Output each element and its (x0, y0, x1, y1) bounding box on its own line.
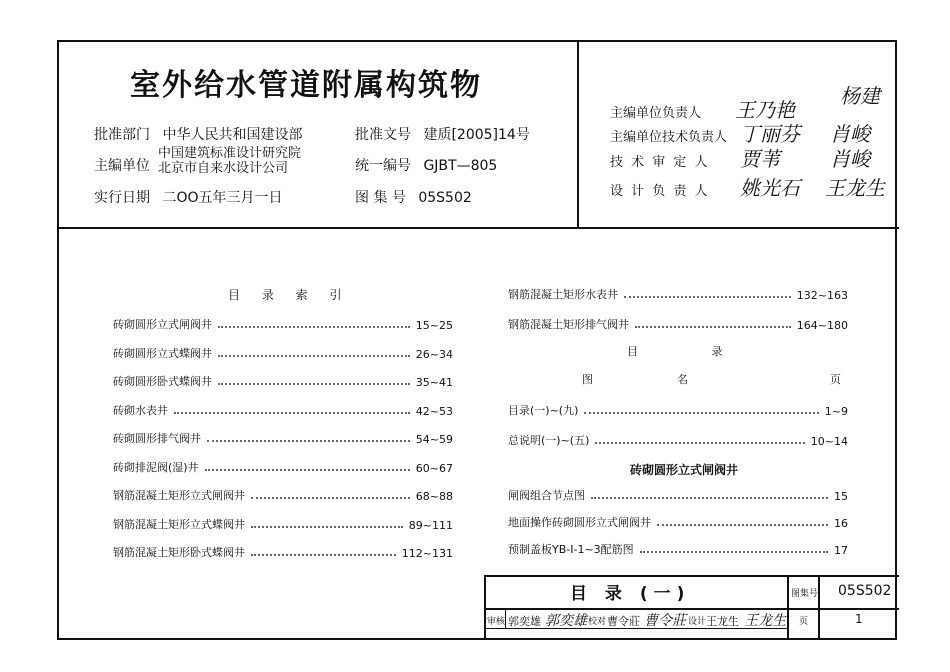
list-item-page: 112~131 (401, 547, 453, 560)
list-item (113, 544, 453, 560)
list-item (508, 541, 848, 557)
unified-no-label: 统一编号 (355, 158, 411, 174)
signature: 王龙生 (825, 176, 885, 200)
list-item-page: 26~34 (415, 347, 453, 361)
effective-date (94, 187, 283, 207)
list-item-name: 砖砌水表井 (113, 403, 168, 417)
list-item (508, 432, 848, 448)
list-item-name: 钢筋混凝土矩形立式蝶阀井 (113, 517, 245, 531)
unified-no-value: GJBT—805 (423, 158, 498, 174)
title-block-rule (818, 575, 820, 640)
leader-dots (635, 326, 791, 328)
list-item-name: 预制盖板YB-Ⅰ-1~3配筋图 (508, 543, 634, 556)
design-label: 设计 (688, 617, 707, 627)
list-item-name: 钢筋混凝土矩形水表井 (508, 288, 618, 301)
list-item-page: 10~14 (810, 435, 848, 448)
design-lead-label: 设 计 负 责 人 (610, 184, 710, 199)
list-item (113, 373, 453, 389)
leader-dots (205, 469, 410, 471)
list-item (508, 487, 848, 503)
list-item-name: 砖砌圆形立式闸阀井 (113, 318, 212, 331)
signature: 王龙生 (744, 613, 786, 629)
review-label: 审核 (487, 617, 506, 627)
list-item (113, 430, 453, 446)
list-item (113, 345, 453, 361)
leader-dots (591, 497, 828, 499)
signature: 贾苇 (740, 147, 780, 171)
list-item (508, 402, 848, 418)
index-heading: 目 录 索 引 (228, 288, 342, 302)
atlas-no-label: 图集号 (791, 589, 819, 599)
leader-dots (584, 412, 818, 414)
contents-heading: 目 录 (627, 345, 723, 358)
atlas-no-value: 05S502 (838, 583, 892, 599)
sheet-title: 目 录 (一) (570, 584, 691, 604)
list-item-page: 54~59 (415, 433, 453, 446)
contents-subsection: 砖砌圆形立式闸阀井 (630, 463, 739, 477)
unified-no (355, 155, 497, 175)
designer-name: 王龙生 (706, 615, 739, 628)
approval-dept-value: 中华人民共和国建设部 (162, 127, 303, 143)
title-block-top-rule (484, 575, 899, 577)
leader-dots (624, 296, 791, 298)
list-item-name: 砖砌圆形卧式蝶阀井 (113, 375, 212, 388)
leader-dots (207, 440, 410, 442)
effective-date-label: 实行日期 (94, 190, 150, 206)
leader-dots (218, 355, 410, 357)
leader-dots (218, 383, 410, 385)
approval-doc-label: 批准文号 (355, 127, 411, 143)
atlas-number-value: 05S502 (418, 190, 472, 206)
effective-date-value: 二OO五年三月一日 (162, 190, 283, 206)
signature: 曹令莊 (644, 613, 686, 629)
list-item-page: 16 (834, 517, 848, 530)
signature: 郭奕雄 (545, 613, 587, 629)
leader-dots (251, 497, 410, 499)
list-item-page: 68~88 (415, 490, 453, 503)
leader-dots (640, 551, 828, 553)
list-item-page: 89~111 (408, 518, 453, 532)
signature: 肖峻 (830, 147, 870, 171)
list-item-page: 15~25 (415, 319, 453, 332)
contents-col-name: 名 (677, 373, 688, 386)
list-item-page: 35~41 (415, 376, 453, 389)
list-item (113, 487, 453, 503)
tech-reviewer-label: 技 术 审 定 人 (610, 155, 710, 170)
signature: 王乃艳 (735, 98, 795, 122)
list-item-name: 砖砌圆形排气阀井 (113, 432, 201, 445)
checker-name: 曹令莊 (607, 615, 640, 628)
chief-unit-head-label: 主编单位负责人 (610, 106, 702, 121)
list-item-name: 地面操作砖砌圆形立式闸阀井 (508, 516, 651, 529)
list-item-name: 钢筋混凝土矩形立式闸阀井 (113, 489, 245, 502)
approval-doc (355, 124, 530, 144)
list-item-page: 1~9 (824, 405, 848, 418)
header-column-divider (577, 40, 579, 228)
list-item-name: 钢筋混凝土矩形排气阀井 (508, 318, 629, 331)
list-item-name: 目录(一)~(九) (508, 404, 579, 417)
list-item-page: 60~67 (415, 461, 453, 475)
list-item (508, 286, 848, 302)
atlas-number-label: 图 集 号 (355, 190, 406, 206)
editor-unit-2: 北京市自来水设计公司 (158, 161, 289, 176)
atlas-number (355, 187, 472, 207)
list-item-name: 总说明(一)~(五) (508, 434, 590, 447)
chief-tech-head-label: 主编单位技术负责人 (610, 130, 728, 145)
title-block-rule (787, 575, 789, 640)
list-item-page: 42~53 (415, 404, 453, 418)
title-block-bottom-rule (484, 628, 788, 629)
list-item-page: 132~163 (796, 289, 848, 302)
list-item (113, 516, 453, 532)
list-item-page: 15 (834, 490, 848, 503)
list-item-name: 砖砌排泥阀(湿)井 (113, 460, 199, 474)
leader-dots (251, 554, 396, 556)
leader-dots (657, 524, 828, 526)
list-item (113, 402, 453, 418)
editor-unit-1: 中国建筑标准设计研究院 (158, 146, 302, 161)
approval-doc-value: 建质[2005]14号 (423, 127, 530, 143)
list-item (113, 459, 453, 475)
contents-col-figure: 图 (582, 373, 593, 386)
list-item-name: 钢筋混凝土矩形卧式蝶阀井 (113, 546, 245, 559)
approval-dept (94, 124, 302, 144)
check-label: 校对 (588, 617, 607, 627)
leader-dots (218, 326, 410, 328)
list-item-page: 164~180 (796, 319, 848, 332)
editor-unit-label: 主编单位 (94, 158, 150, 174)
leader-dots (251, 526, 403, 528)
leader-dots (595, 442, 804, 444)
leader-dots (174, 412, 410, 414)
title-block-cell-rule (505, 608, 506, 628)
signature: 杨建 (840, 84, 880, 108)
page-value: 1 (855, 612, 863, 626)
signature: 丁丽芬 (740, 122, 800, 146)
list-item (113, 316, 453, 332)
list-item (508, 514, 848, 530)
list-item-name: 闸阀组合节点图 (508, 489, 585, 502)
reviewer-name: 郭奕雄 (508, 615, 541, 628)
document-title: 室外给水管道附属构筑物 (130, 68, 482, 103)
signature: 肖峻 (830, 122, 870, 146)
page-label: 页 (799, 617, 809, 627)
list-item-name: 砖砌圆形立式蝶阀井 (113, 346, 212, 360)
contents-col-page: 页 (830, 373, 841, 386)
signature: 姚光石 (740, 176, 800, 200)
list-item-page: 17 (834, 544, 848, 557)
list-item (508, 316, 848, 332)
approval-dept-label: 批准部门 (94, 127, 150, 143)
header-divider (57, 227, 899, 229)
